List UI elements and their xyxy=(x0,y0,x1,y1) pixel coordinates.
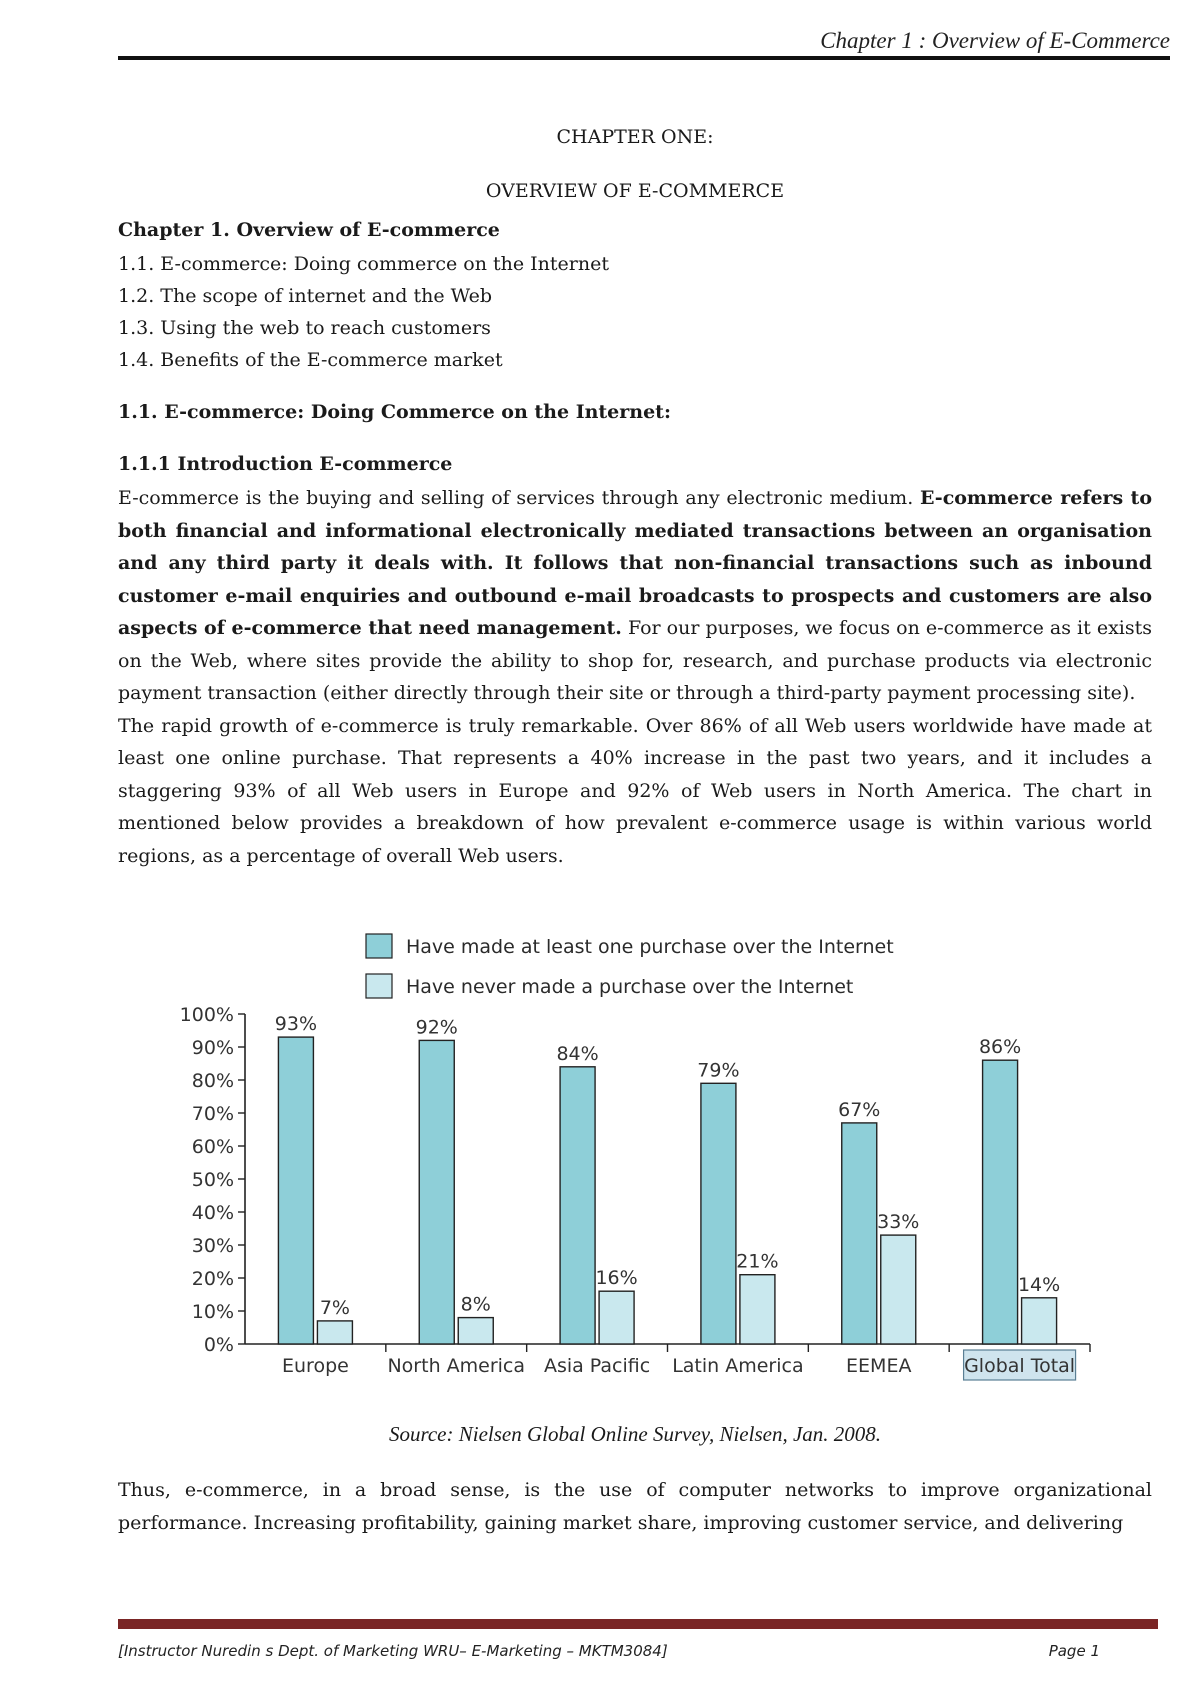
y-tick-label: 0% xyxy=(203,1334,234,1356)
running-header: Chapter 1 : Overview of E-Commerce xyxy=(820,28,1170,53)
bar-value-label: 79% xyxy=(697,1059,740,1082)
x-category-label: Global Total xyxy=(964,1355,1076,1377)
bar-value-label: 7% xyxy=(319,1296,350,1319)
bar xyxy=(842,1123,877,1344)
y-tick-label: 60% xyxy=(191,1136,234,1158)
subsection-heading: 1.1.1 Introduction E-commerce xyxy=(118,453,453,475)
x-category-label: EEMEA xyxy=(846,1355,912,1377)
bar xyxy=(278,1037,313,1344)
bar xyxy=(881,1235,916,1344)
chapter-title: CHAPTER ONE: xyxy=(556,126,714,148)
footer-course-info: [Instructor Nuredin s Dept. of Marketing WRU– E-Marketing – MKTM3084] xyxy=(118,1642,668,1660)
legend-label: Have never made a purchase over the Internet xyxy=(406,976,854,998)
toc-heading: Chapter 1. Overview of E-commerce xyxy=(118,219,500,241)
main-content xyxy=(118,120,1152,872)
legend-swatch xyxy=(366,934,392,958)
footer-rule xyxy=(118,1619,1158,1629)
bar-value-label: 67% xyxy=(838,1098,881,1121)
x-category-label: Asia Pacific xyxy=(543,1355,651,1377)
x-category-label: Latin America xyxy=(672,1355,804,1377)
chart-svg xyxy=(150,918,1100,1418)
bar-value-label: 14% xyxy=(1017,1273,1061,1296)
bar xyxy=(419,1040,454,1344)
y-tick-label: 100% xyxy=(179,1004,234,1026)
x-category-label: Europe xyxy=(282,1355,349,1377)
toc-item: 1.2. The scope of internet and the Web xyxy=(118,285,493,307)
y-tick-label: 70% xyxy=(191,1103,234,1125)
bar xyxy=(1022,1298,1057,1344)
toc-item: 1.4. Benefits of the E-commerce market xyxy=(118,349,503,371)
section-heading: 1.1. E-commerce: Doing Commerce on the Internet: xyxy=(118,401,671,423)
bar xyxy=(560,1067,595,1344)
header-rule xyxy=(118,56,1170,60)
y-tick-label: 20% xyxy=(191,1268,234,1290)
intro-text-a: E-commerce is the buying and selling of services through any electronic medium. xyxy=(118,487,920,509)
toc-item: 1.1. E-commerce: Doing commerce on the Internet xyxy=(118,253,609,275)
closing-paragraph-wrap xyxy=(118,1470,1152,1539)
bar-value-label: 33% xyxy=(877,1211,920,1234)
ecommerce-bar-chart xyxy=(150,918,1100,1418)
bar xyxy=(740,1275,775,1344)
chapter-subtitle: OVERVIEW OF E-COMMERCE xyxy=(485,180,785,202)
y-tick-label: 40% xyxy=(191,1202,234,1224)
bar xyxy=(701,1083,736,1344)
y-tick-label: 90% xyxy=(191,1037,234,1059)
y-tick-label: 30% xyxy=(191,1235,234,1257)
footer-page-number: Page 1 xyxy=(1048,1642,1100,1660)
legend-label: Have made at least one purchase over the Internet xyxy=(406,936,894,958)
closing-paragraph: Thus, e-commerce, in a broad sense, is the use of computer networks to improve organizational performance. Increasing profitability, gaining market share, improving customer service, and delivering xyxy=(118,1479,1152,1534)
bar-value-label: 86% xyxy=(978,1036,1022,1059)
toc-item: 1.3. Using the web to reach customers xyxy=(118,317,491,339)
bar-value-label: 93% xyxy=(274,1013,318,1036)
x-category-label: North America xyxy=(387,1355,526,1377)
y-tick-label: 50% xyxy=(191,1169,234,1191)
toc-list xyxy=(118,248,1152,376)
bar-value-label: 21% xyxy=(736,1250,779,1273)
y-tick-label: 80% xyxy=(191,1070,234,1092)
intro-text-b: For our purposes, we focus on e-commerce as it exists on the Web, where sites provide the ability to shop for, research, and purchase products via electronic payment transaction (either directly through their site or through a third-party payment processing site). xyxy=(118,617,1153,704)
intro-paragraph xyxy=(118,482,1152,710)
bar xyxy=(599,1291,634,1344)
bar xyxy=(458,1318,493,1344)
y-tick-label: 10% xyxy=(191,1301,234,1323)
bar-value-label: 16% xyxy=(595,1267,638,1290)
bar-value-label: 92% xyxy=(415,1016,458,1039)
legend-swatch xyxy=(366,974,392,998)
bar-value-label: 84% xyxy=(556,1042,599,1065)
bar-value-label: 8% xyxy=(460,1293,491,1316)
bar xyxy=(983,1060,1018,1344)
intro-text-bold: E-commerce refers to both financial and informational electronically mediated transactions between an organisation and any third party it deals with. It follows that non-financial transactions such as inbound customer e-mail enquiries and outbound e-mail broadcasts to prospects and customers are also aspects of e-commerce that need management. xyxy=(118,487,1153,639)
chart-source: Source: Nielsen Global Online Survey, Nielsen, Jan. 2008. xyxy=(388,1422,882,1446)
bar xyxy=(317,1321,352,1344)
growth-paragraph: The rapid growth of e-commerce is truly remarkable. Over 86% of all Web users worldwide have made at least one online purchase. That represents a 40% increase in the past two years, and it includes a staggering 93% of all Web users in Europe and 92% of Web users in North America. The chart in mentioned below provides a breakdown of how prevalent e-commerce usage is within various world regions, as a percentage of overall Web users. xyxy=(118,714,1152,867)
